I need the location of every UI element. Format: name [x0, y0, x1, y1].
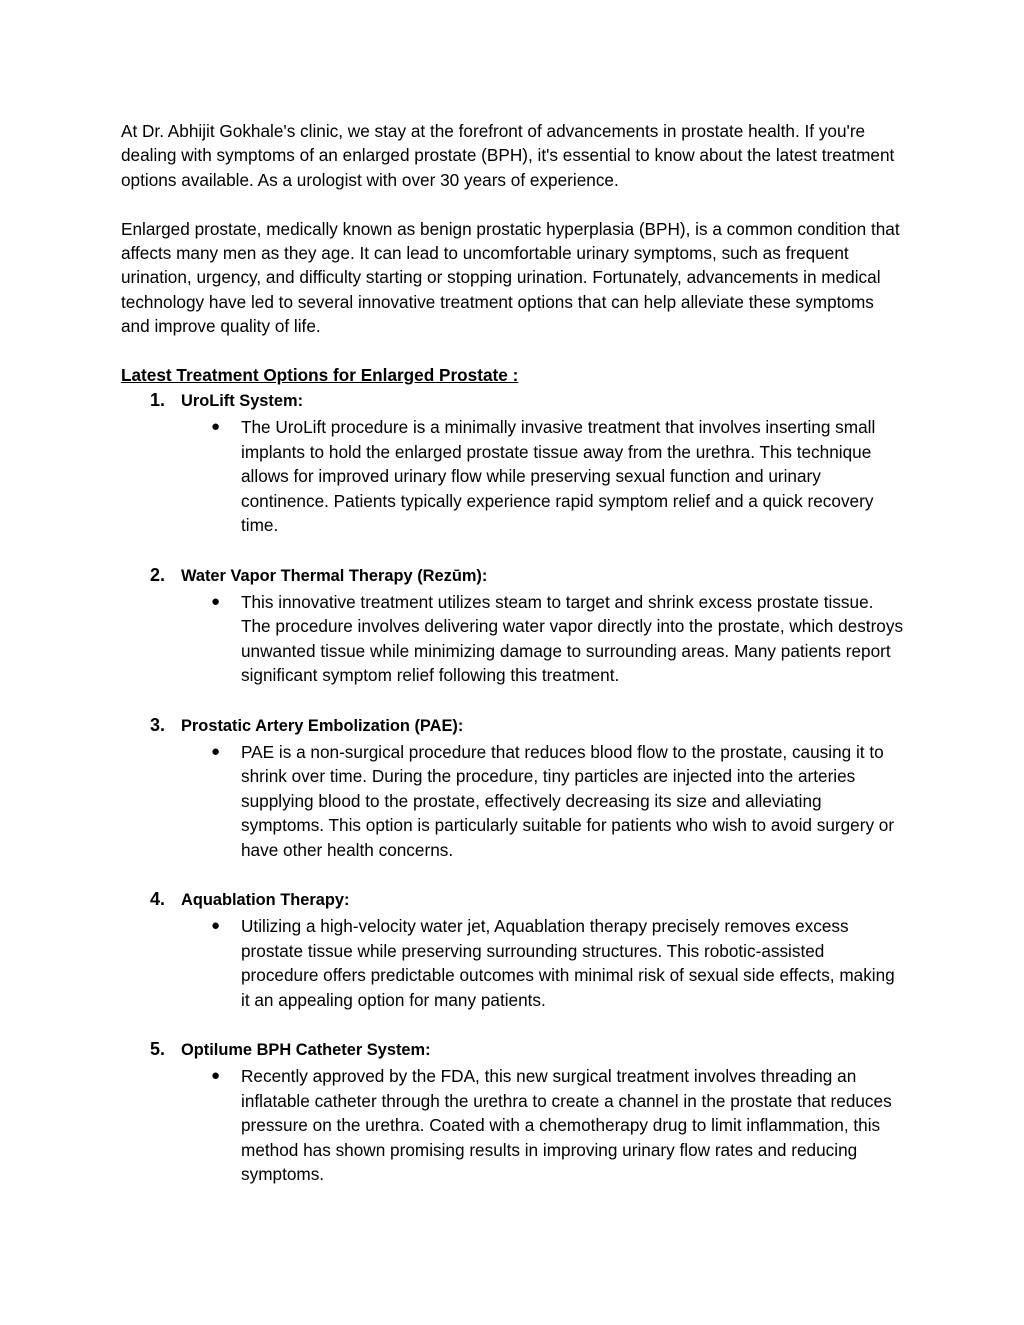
treatment-header	[121, 562, 911, 590]
treatment-item	[121, 562, 911, 688]
treatment-number: 3.	[150, 714, 166, 735]
intro-paragraph-2: Enlarged prostate, medically known as benign prostatic hyperplasia (BPH), is a common condition that affects many men as they age. It can lead to uncomfortable urinary symptoms, such as frequent urination, urgency, and difficulty starting or stopping urination. Fortunately, advancements in medical technology have led to several innovative treatment options that can help alleviate these symptoms and improve quality of life.	[121, 218, 900, 337]
treatment-description-block	[121, 590, 906, 688]
bullet-icon: ●	[211, 1067, 221, 1085]
treatment-title: Prostatic Artery Embolization (PAE):	[181, 716, 464, 735]
treatment-description: This innovative treatment utilizes steam to target and shrink excess prostate tissue. The procedure involves delivering water vapor directly into the prostate, which destroys unwanted tissue while minimizing damage to surrounding areas. Many patients report significant symptom relief following this treatment.	[241, 591, 904, 686]
treatment-item	[121, 886, 911, 1012]
treatment-description: The UroLift procedure is a minimally invasive treatment that involves inserting small implants to hold the enlarged prostate tissue away from the urethra. This technique allows for improved urinary flow while preserving sexual function and urinary continence. Patients typically experience rapid symptom relief and a quick recovery time.	[241, 417, 876, 536]
treatment-description: Recently approved by the FDA, this new surgical treatment involves threading an inflatable catheter through the urethra to create a channel in the prostate that reduces pressure on the urethra. Coated with a chemotherapy drug to limit inflammation, this method has shown promising results in improving urinary flow rates and reducing symptoms.	[241, 1066, 892, 1184]
treatment-description: Utilizing a high-velocity water jet, Aquablation therapy precisely removes excess prostate tissue while preserving surrounding structures. This robotic-assisted procedure offers predictable outcomes with minimal risk of sexual side effects, making it an appealing option for many patients.	[241, 916, 895, 1010]
bullet-icon: ●	[211, 742, 221, 760]
treatment-title: UroLift System:	[181, 392, 304, 411]
treatment-number: 5.	[150, 1039, 166, 1060]
treatment-number: 1.	[150, 390, 166, 411]
treatment-title: Water Vapor Thermal Therapy (Rezūm):	[181, 566, 488, 585]
treatment-list	[121, 387, 911, 1186]
treatment-title: Optilume BPH Catheter System:	[181, 1041, 431, 1060]
document-page	[121, 119, 911, 1186]
treatment-title: Aquablation Therapy:	[181, 891, 350, 910]
treatment-number: 4.	[150, 889, 166, 910]
bullet-icon: ●	[211, 418, 221, 436]
bullet-icon: ●	[211, 592, 221, 610]
intro-paragraph-1: At Dr. Abhijit Gokhale's clinic, we stay at the forefront of advancements in prostate health. If you're dealing with symptoms of an enlarged prostate (BPH), it's essential to know about the latest treatment options available. As a urologist with over 30 years of experience.	[121, 121, 895, 190]
treatment-header	[121, 1036, 911, 1064]
treatment-number: 2.	[150, 564, 166, 585]
treatment-item	[121, 1036, 911, 1186]
treatment-header	[121, 387, 911, 415]
treatment-description-block	[121, 914, 906, 1012]
paragraph-spacer	[121, 339, 911, 363]
treatment-header	[121, 712, 911, 740]
treatment-description: PAE is a non-surgical procedure that reduces blood flow to the prostate, causing it to shrink over time. During the procedure, tiny particles are injected into the arteries supplying blood to the prostate, effectively decreasing its size and alleviating symptoms. This option is particularly suitable for patients who wish to avoid surgery or have other health concerns.	[241, 741, 895, 860]
treatment-item	[121, 712, 911, 862]
paragraph-spacer	[121, 192, 911, 216]
treatment-description-block	[121, 740, 906, 862]
treatment-description-block	[121, 1064, 906, 1186]
section-heading: Latest Treatment Options for Enlarged Prostate :	[121, 365, 519, 386]
treatment-item	[121, 387, 911, 537]
treatment-header	[121, 886, 911, 914]
treatment-description-block	[121, 415, 906, 537]
bullet-icon: ●	[211, 917, 221, 935]
